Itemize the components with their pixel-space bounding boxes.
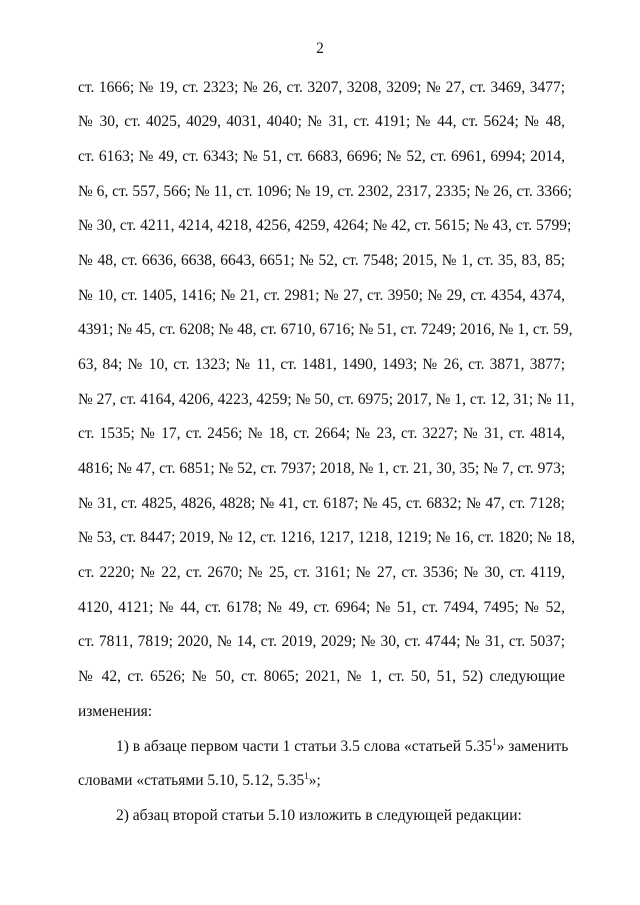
list-item-1-line-1: 1) в абзаце первом части 1 статьи 3.5 слова «статьей 5.35$^1$» заменить [116,737,569,755]
superscript: 1 [492,737,497,747]
text-line: ст. 7811, 7819; 2020, № 14, ст. 2019, 2029; № 30, ст. 4744; № 31, ст. 5037; [78,633,565,650]
text-line: № 27, ст. 4164, 4206, 4223, 4259; № 50, ст. 6975; 2017, № 1, ст. 12, 31; № 11, [78,391,575,408]
text-line: № 10, ст. 1405, 1416; № 21, ст. 2981; № 27, ст. 3950; № 29, ст. 4354, 4374, [78,287,565,304]
page-number: 2 [316,40,324,57]
text-line: ст. 6163; № 49, ст. 6343; № 51, ст. 6683, 6696; № 52, ст. 6961, 6994; 2014, [78,148,565,165]
text-line: 63, 84; № 10, ст. 1323; № 11, ст. 1481, 1490, 1493; № 26, ст. 3871, 3877; [78,356,565,373]
text-line: изменения: [78,703,153,720]
text-line: ст. 1535; № 17, ст. 2456; № 18, ст. 2664; № 23, ст. 3227; № 31, ст. 4814, [78,425,565,442]
text-line: 4120, 4121; № 44, ст. 6178; № 49, ст. 6964; № 51, ст. 7494, 7495; № 52, [78,599,565,616]
text-line: № 30, ст. 4211, 4214, 4218, 4256, 4259, 4264; № 42, ст. 5615; № 43, ст. 5799; [78,217,572,234]
text-line: № 48, ст. 6636, 6638, 6643, 6651; № 52, ст. 7548; 2015, № 1, ст. 35, 83, 85; [78,252,565,269]
text-line: № 42, ст. 6526; № 50, ст. 8065; 2021, № 1, ст. 50, 51, 52) следующие [78,668,565,685]
list-item-2: 2) абзац второй статьи 5.10 изложить в следующей редакции: [116,807,522,824]
text-line: № 53, ст. 8447; 2019, № 12, ст. 1216, 1217, 1218, 1219; № 16, ст. 1820; № 18, [78,529,576,546]
text-line: ст. 2220; № 22, ст. 2670; № 25, ст. 3161; № 27, ст. 3536; № 30, ст. 4119, [78,564,565,581]
text-line: ст. 1666; № 19, ст. 2323; № 26, ст. 3207, 3208, 3209; № 27, ст. 3469, 3477; [78,79,565,96]
text-line: 4391; № 45, ст. 6208; № 48, ст. 6710, 6716; № 51, ст. 7249; 2016, № 1, ст. 59, [78,321,573,338]
text-line: 4816; № 47, ст. 6851; № 52, ст. 7937; 2018, № 1, ст. 21, 30, 35; № 7, ст. 973; [78,460,566,477]
text-line: № 31, ст. 4825, 4826, 4828; № 41, ст. 6187; № 45, ст. 6832; № 47, ст. 7128; [78,495,565,512]
superscript: 1 [304,771,309,781]
list-item-1-line-2: словами «статьями 5.10, 5.12, 5.35$^1$»; [78,771,321,789]
text-line: № 30, ст. 4025, 4029, 4031, 4040; № 31, ст. 4191; № 44, ст. 5624; № 48, [78,113,565,130]
text-line: № 6, ст. 557, 566; № 11, ст. 1096; № 19, ст. 2302, 2317, 2335; № 26, ст. 3366; [78,183,572,200]
